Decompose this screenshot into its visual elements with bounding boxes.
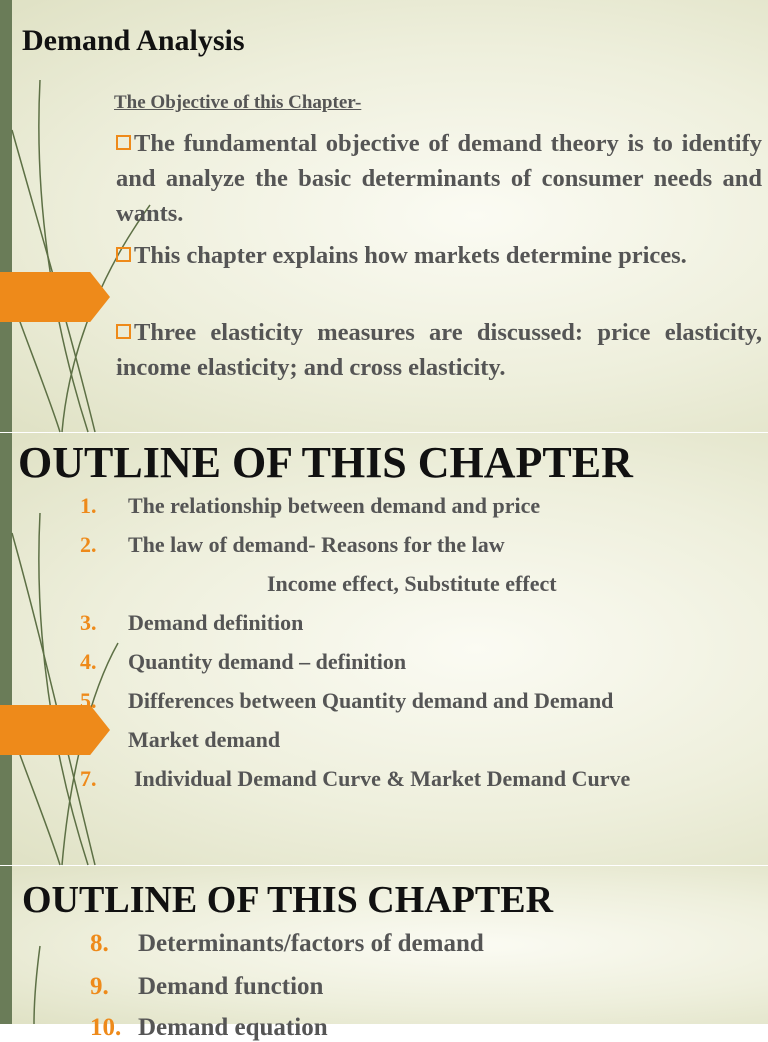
checkbox-bullet-icon — [116, 247, 131, 262]
slide-demand-analysis — [0, 0, 768, 432]
list-item: Market demand — [128, 727, 281, 752]
slide-outline-2 — [0, 866, 768, 1041]
list-number: 8. — [90, 930, 109, 957]
slide-subtitle: The Objective of this Chapter- — [114, 92, 362, 113]
slide-tab-marker — [0, 272, 110, 322]
bullet-item: The fundamental objective of demand theory is to identify and analyze the basic determinants of consumer needs and wants. — [116, 130, 762, 227]
slide-title: OUTLINE OF THIS CHAPTER — [22, 879, 554, 921]
list-item: Determinants/factors of demand — [138, 930, 484, 957]
bullet-item: This chapter explains how markets determine prices. — [116, 238, 762, 273]
list-item: Demand equation — [138, 1014, 328, 1041]
list-number: 4. — [80, 649, 97, 674]
list-item-continuation: Income effect, Substitute effect — [267, 571, 557, 596]
list-number: 6. — [80, 727, 97, 752]
list-number: 3. — [80, 610, 97, 635]
checkbox-bullet-icon — [116, 324, 131, 339]
list-item: Individual Demand Curve & Market Demand Curve — [134, 766, 631, 791]
checkbox-bullet-icon — [116, 135, 131, 150]
list-item: Differences between Quantity demand and Demand — [128, 688, 614, 713]
list-number: 2. — [80, 532, 97, 557]
list-item: Demand function — [138, 973, 324, 1000]
list-item: Demand definition — [128, 610, 304, 635]
list-item: The relationship between demand and price — [128, 493, 541, 518]
list-item: The law of demand- Reasons for the law — [128, 532, 505, 557]
slide-title: Demand Analysis — [22, 24, 245, 57]
list-number: 10. — [90, 1014, 122, 1041]
slide-title: OUTLINE OF THIS CHAPTER — [18, 438, 633, 487]
list-number: 7. — [80, 766, 97, 791]
list-item: Quantity demand – definition — [128, 649, 407, 674]
list-number: 5. — [80, 688, 97, 713]
bullet-item: Three elasticity measures are discussed: price elasticity, income elasticity; and cross elasticity. — [116, 319, 762, 381]
list-number: 9. — [90, 973, 109, 1000]
slide-outline-1 — [0, 433, 768, 865]
list-number: 1. — [80, 493, 97, 518]
